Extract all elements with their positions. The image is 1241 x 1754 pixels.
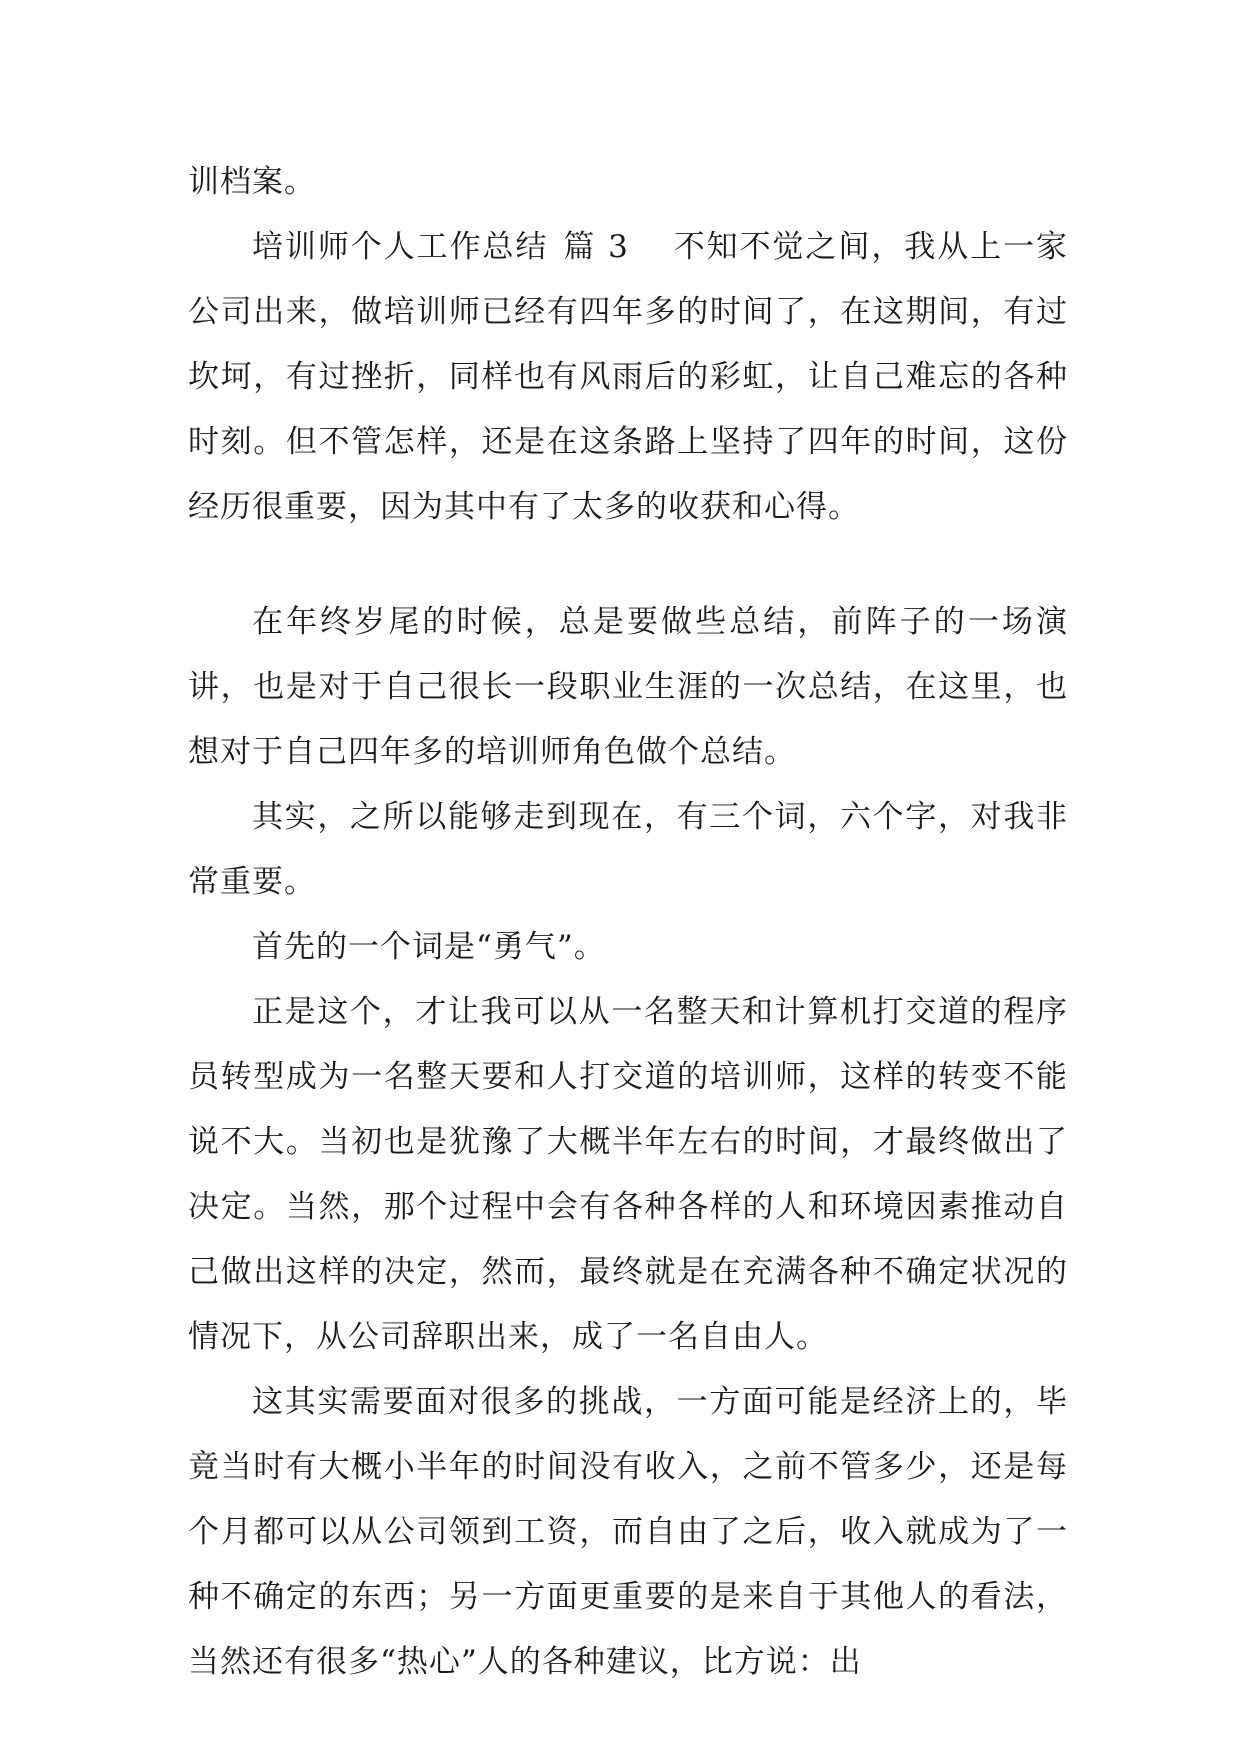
paragraph-2: 在年终岁尾的时候，总是要做些总结，前阵子的一场演讲，也是对于自己很长一段职业生涯的一次总结，在这里，也想对于自己四年多的培训师角色做个总结。: [188, 604, 1068, 770]
paragraph-6: 这其实需要面对很多的挑战，一方面可能是经济上的，毕竟当时有大概小半年的时间没有收入，之前不管多少，还是每个月都可以从公司领到工资，而自由了之后，收入就成为了一种不确定的东西；另一方面更重要的是来自于其他人的看法，当然还有很多“热心”人的各种建议，比方说：出: [188, 1384, 1068, 1680]
document-body: [188, 150, 1068, 1695]
paragraph-5: 正是这个，才让我可以从一名整天和计算机打交道的程序员转型成为一名整天要和人打交道的培训师，这样的转变不能说不大。当初也是犹豫了大概半年左右的时间，才最终做出了决定。当然，那个过程中会有各种各样的人和环境因素推动自己做出这样的决定，然而，最终就是在充满各种不确定状况的情况下，从公司辞职出来，成了一名自由人。: [188, 994, 1068, 1355]
section-heading: 培训师个人工作总结: [252, 229, 549, 265]
paragraph-text: 不知不觉之间，我从上一家公司出来，做培训师已经有四年多的时间了，在这期间，有过坎坷，有过挫折，同样也有风雨后的彩虹，让自己难忘的各种时刻。但不管怎样，还是在这条路上坚持了四年的时间，这份经历很重要，因为其中有了太多的收获和心得。: [188, 229, 1069, 525]
paragraph-4: 首先的一个词是“勇气”。: [252, 929, 606, 965]
section-number: 篇 3: [562, 229, 629, 265]
paragraph-spacer: [188, 540, 1068, 590]
section-paragraph-1: [188, 215, 1068, 540]
paragraph-3: 其实，之所以能够走到现在，有三个词，六个字，对我非常重要。: [188, 799, 1068, 900]
paragraph-continuation: 训档案。: [188, 164, 316, 200]
